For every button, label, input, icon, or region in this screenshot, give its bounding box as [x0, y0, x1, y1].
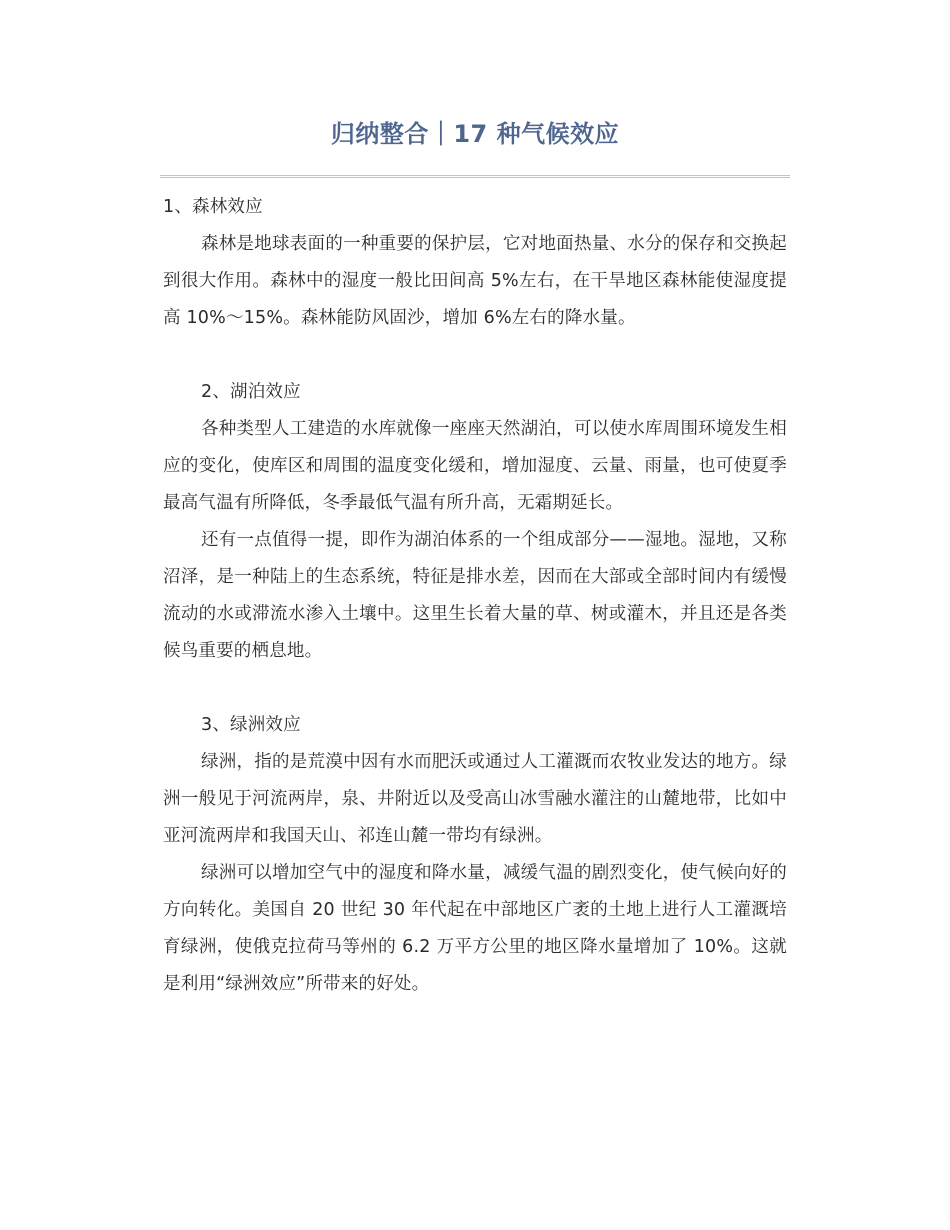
forest-paragraph-1: 森林是地球表面的一种重要的保护层，它对地面热量、水分的保存和交换起到很大作用。森林中的湿度一般比田间高 5%左右，在干旱地区森林能使湿度提高 10%～15%。森林能防风固沙，增加 6%左右的降水量。 — [163, 234, 787, 328]
title-divider — [160, 175, 790, 178]
section-heading-oasis: 3、绿洲效应 — [201, 715, 301, 735]
oasis-paragraph-2: 绿洲可以增加空气中的湿度和降水量，减缓气温的剧烈变化，使气候向好的方向转化。美国自 20 世纪 30 年代起在中部地区广袤的土地上进行人工灌溉培育绿洲，使俄克拉荷马等州的 6.2 万平方公里的地区降水量增加了 10%。这就是利用“绿洲效应”所带来的好处。 — [163, 863, 787, 994]
lake-paragraph-2: 还有一点值得一提，即作为湖泊体系的一个组成部分——湿地。湿地，又称沼泽，是一种陆上的生态系统，特征是排水差，因而在大部或全部时间内有缓慢流动的水或滞流水渗入土壤中。这里生长着大量的草、树或灌木，并且还是各类候鸟重要的栖息地。 — [163, 530, 787, 661]
section-spacer — [163, 670, 787, 707]
oasis-paragraph-1: 绿洲，指的是荒漠中因有水而肥沃或通过人工灌溉而农牧业发达的地方。绿洲一般见于河流两岸，泉、井附近以及受高山冰雪融水灌注的山麓地带，比如中亚河流两岸和我国天山、祁连山麓一带均有绿洲。 — [163, 752, 787, 846]
section-spacer — [163, 337, 787, 374]
lake-paragraph-1: 各种类型人工建造的水库就像一座座天然湖泊，可以使水库周围环境发生相应的变化，使库区和周围的温度变化缓和，增加湿度、云量、雨量，也可使夏季最高气温有所降低，冬季最低气温有所升高，无霜期延长。 — [163, 419, 787, 513]
document-title: 归纳整合｜17 种气候效应 — [330, 120, 620, 148]
section-heading-forest: 1、森林效应 — [163, 197, 263, 217]
document-body — [163, 189, 787, 1003]
section-heading-lake: 2、湖泊效应 — [201, 382, 301, 402]
